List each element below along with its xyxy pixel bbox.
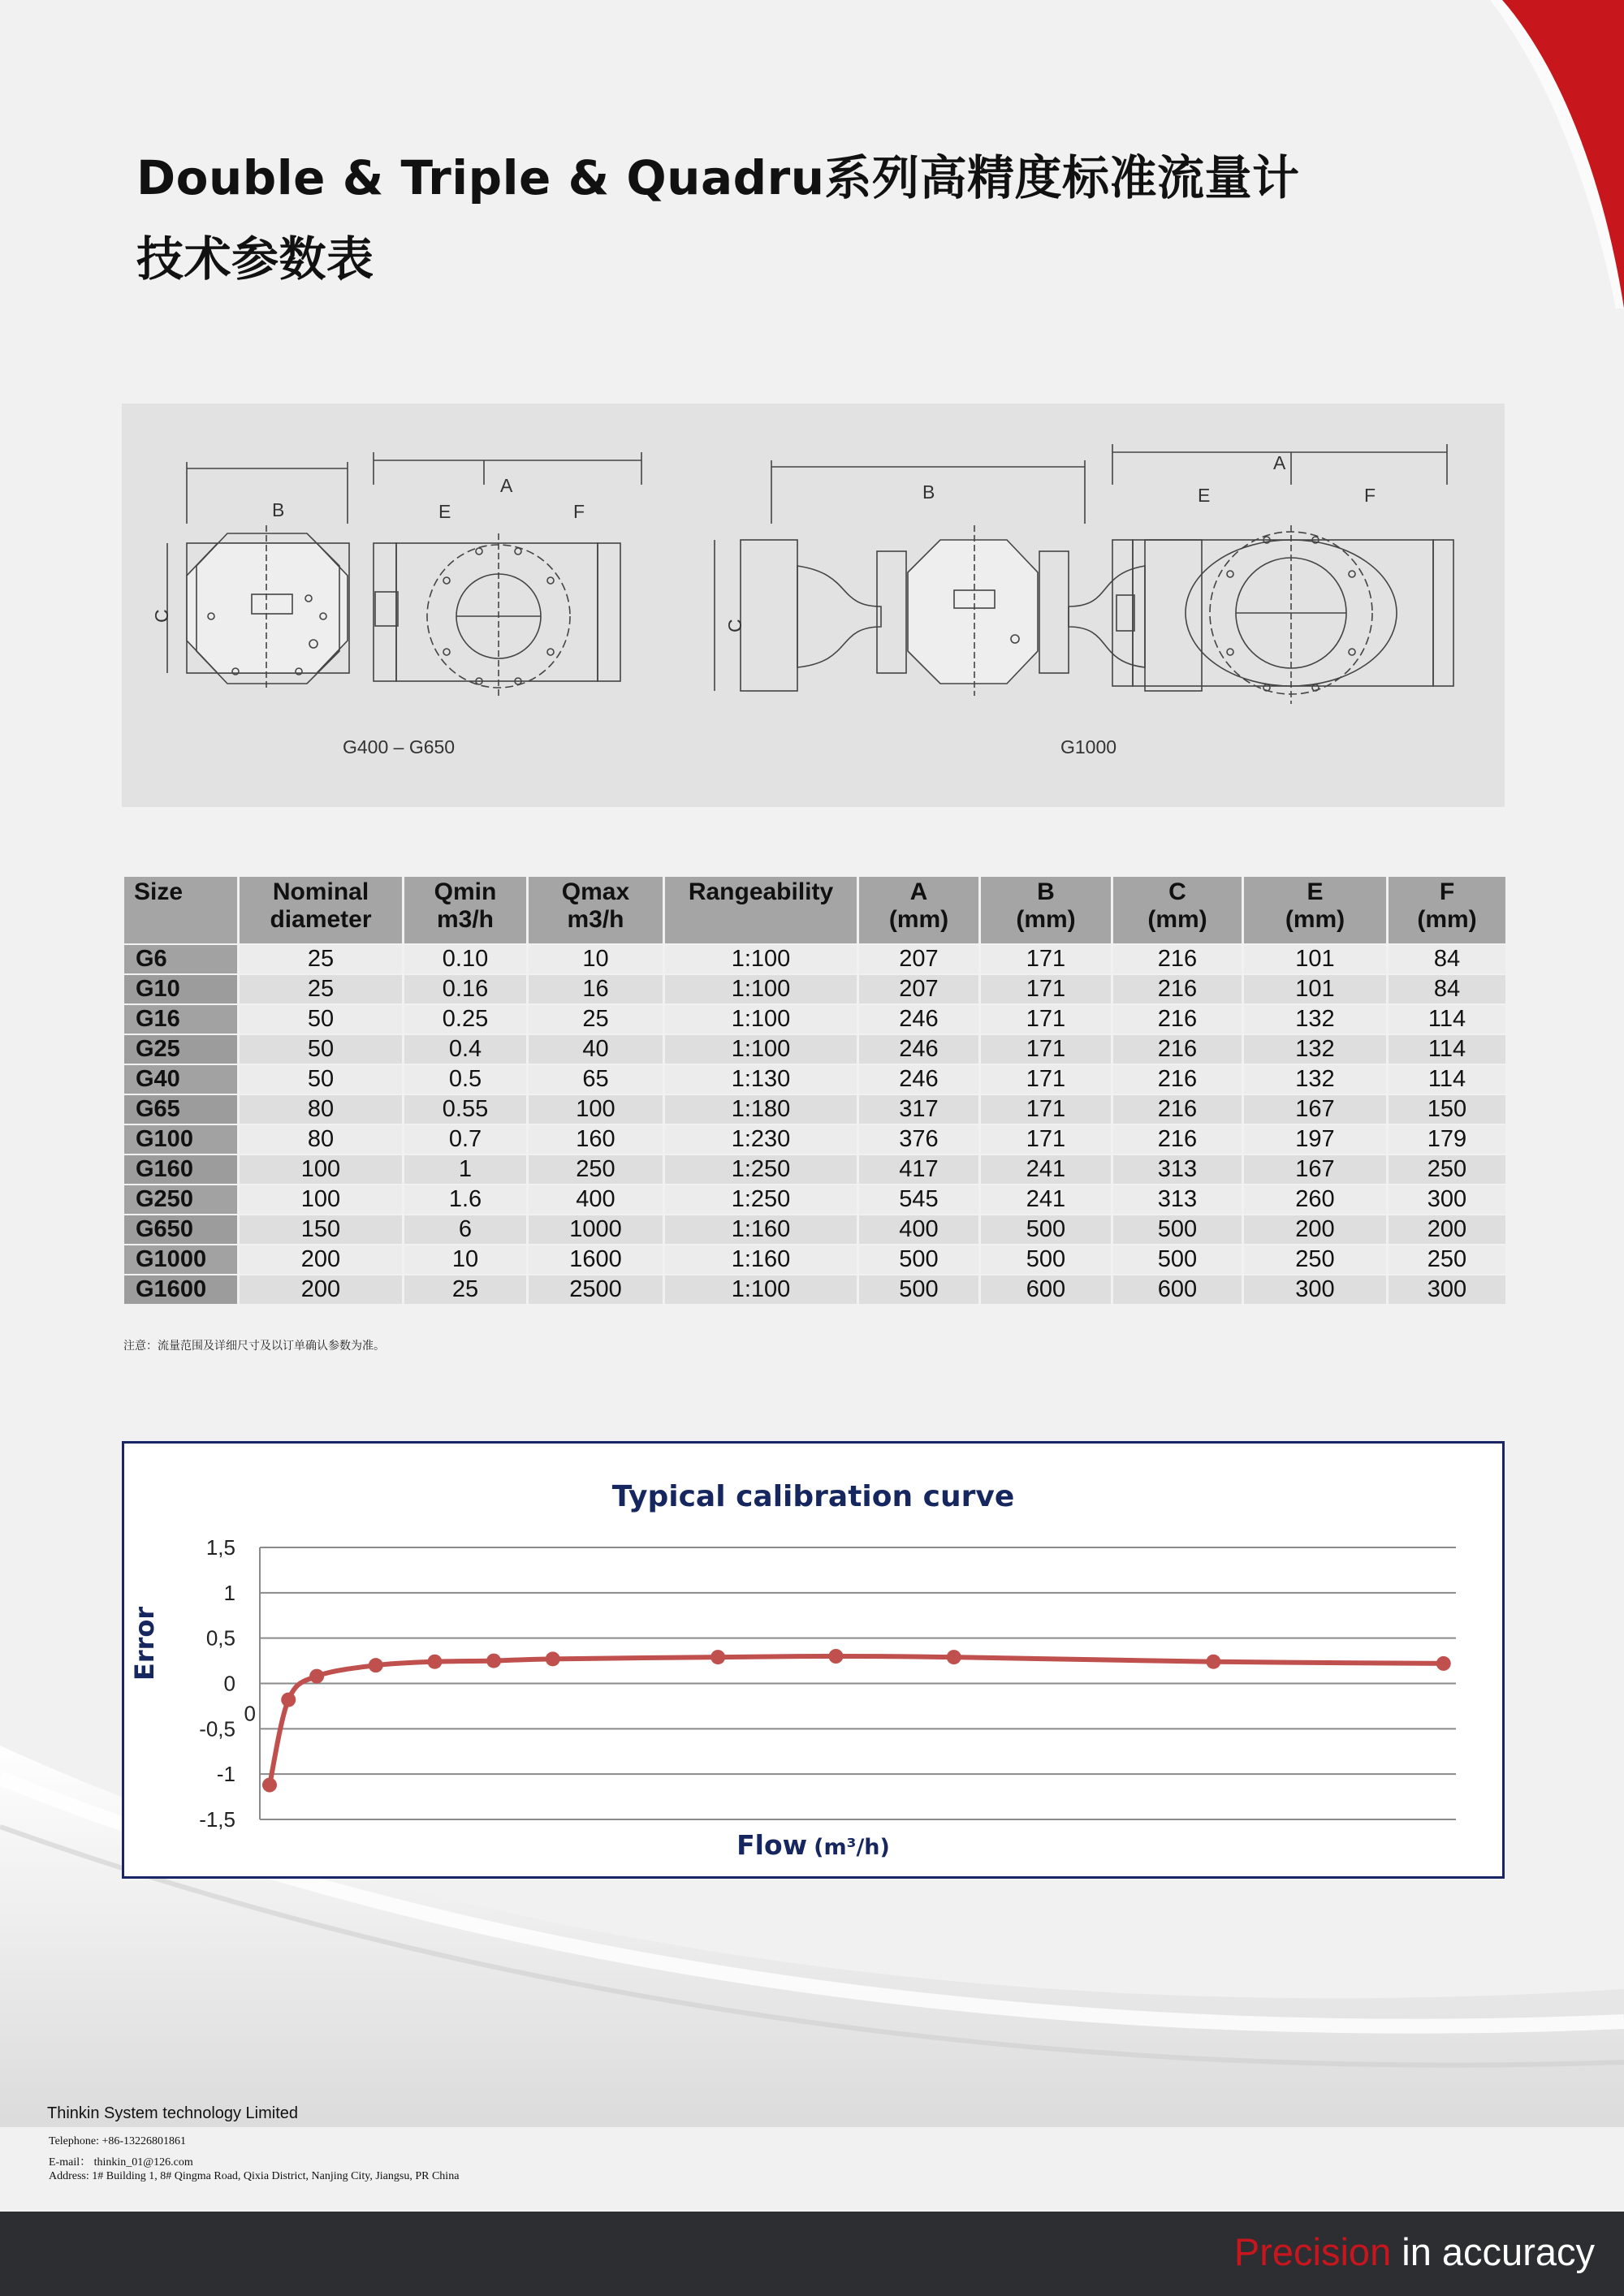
table-cell: 216 [1113,1125,1242,1154]
chart-y-tick-label: 0 [223,1671,235,1696]
table-cell: 400 [859,1215,978,1244]
table-cell: 1:100 [665,1035,857,1064]
table-header-cell [1113,877,1242,943]
table-cell: 0.16 [404,975,526,1003]
table-cell: 0.25 [404,1005,526,1034]
table-cell: 171 [981,1125,1111,1154]
calibration-chart [122,1441,1505,1879]
table-cell: 246 [859,1035,978,1064]
table-row [124,1185,1505,1214]
table-cell: 150 [1389,1095,1505,1124]
table-cell: 241 [981,1185,1111,1214]
drawing-g400-front-view [167,462,349,688]
table-cell: 300 [1389,1185,1505,1214]
table-cell: 500 [859,1245,978,1274]
table-cell: 114 [1389,1035,1505,1064]
table-cell: 1:100 [665,975,857,1003]
contact-telephone: Telephone: +86-13226801861 [49,2135,187,2147]
chart-data-point [947,1650,961,1664]
chart-data-point [828,1649,843,1664]
table-cell: 40 [529,1035,663,1064]
table-note: 注意：流量范围及详细尺寸及以订单确认参数为准。 [123,1339,385,1352]
table-header-row [124,877,1505,943]
table-header-cell [124,877,237,943]
chart-y-axis-label: Error [129,1606,160,1681]
table-cell: 250 [1389,1245,1505,1274]
header-line2: (mm) [1285,906,1345,933]
contact-email: E-mail： thinkin_01@126.com [49,2156,193,2169]
header-line1: Qmin [434,878,497,905]
dim-label-c-right: C [724,619,745,632]
footer-bar [0,2212,1624,2296]
table-cell: 500 [859,1275,978,1304]
table-cell: 171 [981,1035,1111,1064]
table-header-cell [404,877,526,943]
table-cell: 50 [240,1065,402,1094]
table-row [124,1095,1505,1124]
header-line1: Nominal [272,878,369,905]
table-cell: 1600 [529,1245,663,1274]
table-cell: 0.7 [404,1125,526,1154]
header-line2: (mm) [1147,906,1207,933]
table-cell: 200 [1389,1215,1505,1244]
table-row [124,975,1505,1003]
table-cell: 0.4 [404,1035,526,1064]
size-cell: G100 [124,1125,237,1154]
table-cell: 246 [859,1005,978,1034]
table-cell: 25 [240,975,402,1003]
dim-label-f-left: F [573,501,585,522]
table-cell: 167 [1244,1155,1386,1184]
table-cell: 1.6 [404,1185,526,1214]
table-cell: 216 [1113,1095,1242,1124]
table-cell: 100 [529,1095,663,1124]
table-cell: 376 [859,1125,978,1154]
chart-data-point [1206,1655,1220,1669]
chart-x-axis-title: Flow [736,1829,808,1861]
dim-label-f-right: F [1364,485,1376,506]
table-cell: 65 [529,1065,663,1094]
table-cell: 246 [859,1065,978,1094]
table-header-cell [1244,877,1386,943]
table-cell: 1:160 [665,1215,857,1244]
table-cell: 500 [981,1215,1111,1244]
dim-label-b-left: B [272,499,285,520]
drawing-g1000-front-view [715,460,1202,696]
table-cell: 1:180 [665,1095,857,1124]
table-cell: 80 [240,1125,402,1154]
dim-label-e-left: E [438,501,451,522]
dim-label-e-right: E [1198,485,1211,506]
table-cell: 1:130 [665,1065,857,1094]
size-cell: G160 [124,1155,237,1184]
table-header-cell [859,877,978,943]
chart-data-point [486,1654,501,1668]
table-cell: 160 [529,1125,663,1154]
slogan [1234,2229,1595,2274]
table-row [124,945,1505,973]
chart-y-tick-label: -1 [216,1762,235,1787]
table-cell: 250 [1244,1245,1386,1274]
table-cell: 171 [981,945,1111,973]
drawing-g1000-side-view [1112,444,1453,704]
table-header-cell [240,877,402,943]
table-cell: 300 [1389,1275,1505,1304]
table-cell: 400 [529,1185,663,1214]
table-cell: 171 [981,1095,1111,1124]
table-cell: 417 [859,1155,978,1184]
spec-table [122,875,1508,1306]
table-cell: 50 [240,1035,402,1064]
chart-y-tick-label: -0,5 [199,1716,235,1741]
table-cell: 1:250 [665,1185,857,1214]
table-cell: 500 [1113,1245,1242,1274]
technical-drawing-panel [122,404,1505,807]
table-cell: 250 [1389,1155,1505,1184]
table-cell: 216 [1113,945,1242,973]
table-cell: 500 [1113,1215,1242,1244]
dim-label-c-left: C [151,609,172,623]
table-cell: 300 [1244,1275,1386,1304]
table-body [124,945,1505,1304]
header-line2: (mm) [1417,906,1477,933]
table-header-cell [981,877,1111,943]
header-line1: F [1439,878,1455,905]
table-cell: 1000 [529,1215,663,1244]
table-cell: 25 [529,1005,663,1034]
contact-address: Address: 1# Building 1, 8# Qingma Road, Qixia District, Nanjing City, Jiangsu, PR China [49,2170,460,2182]
size-cell: G10 [124,975,237,1003]
chart-y-tick-label: 1 [223,1580,235,1605]
chart-series-line [270,1656,1444,1785]
table-row [124,1275,1505,1304]
table-row [124,1125,1505,1154]
dim-label-b-right: B [922,481,935,503]
size-cell: G40 [124,1065,237,1094]
chart-data-point [546,1651,560,1666]
table-cell: 207 [859,945,978,973]
table-row [124,1065,1505,1094]
table-cell: 600 [1113,1275,1242,1304]
table-cell: 0.55 [404,1095,526,1124]
table-cell: 101 [1244,975,1386,1003]
company-name: Thinkin System technology Limited [47,2104,299,2122]
size-cell: G25 [124,1035,237,1064]
header-line2: diameter [270,906,372,933]
table-row [124,1005,1505,1034]
chart-data-point [710,1650,725,1664]
header-line1: A [909,878,928,905]
chart-plot [124,1444,1502,1876]
size-cell: G650 [124,1215,237,1244]
table-cell: 114 [1389,1005,1505,1034]
header-line2: (mm) [888,906,949,933]
size-cell: G250 [124,1185,237,1214]
table-cell: 80 [240,1095,402,1124]
table-cell: 1:160 [665,1245,857,1274]
table-cell: 101 [1244,945,1386,973]
header-line2: m3/h [567,906,624,933]
table-cell: 1:100 [665,945,857,973]
table-cell: 260 [1244,1185,1386,1214]
size-cell: G1000 [124,1245,237,1274]
table-cell: 0.5 [404,1065,526,1094]
header-line1: Qmax [561,878,630,905]
table-cell: 0.10 [404,945,526,973]
dim-label-a-left: A [500,475,513,496]
table-header-cell [1389,877,1505,943]
page-subtitle: 技术参数表 [136,231,374,287]
chart-y-tick-label: 1,5 [205,1535,235,1560]
table-header-cell [529,877,663,943]
chart-x-axis-unit: (m³/h) [814,1835,890,1860]
chart-y-tick-label: -1,5 [199,1807,235,1832]
dim-label-a-right: A [1273,452,1286,473]
header-line2: m3/h [436,906,495,933]
table-row [124,1215,1505,1244]
table-cell: 500 [981,1245,1111,1274]
header-line1: Size [134,878,184,905]
table-cell: 200 [240,1275,402,1304]
table-cell: 317 [859,1095,978,1124]
table-cell: 114 [1389,1065,1505,1094]
table-cell: 250 [529,1155,663,1184]
drawing-caption-g400-g650: G400 – G650 [343,736,456,757]
table-cell: 100 [240,1155,402,1184]
table-row [124,1035,1505,1064]
table-cell: 150 [240,1215,402,1244]
table-cell: 10 [404,1245,526,1274]
table-cell: 216 [1113,1035,1242,1064]
table-cell: 167 [1244,1095,1386,1124]
table-cell: 313 [1113,1155,1242,1184]
table-cell: 197 [1244,1125,1386,1154]
table-cell: 1:100 [665,1005,857,1034]
chart-data-point [309,1669,324,1684]
table-cell: 545 [859,1185,978,1214]
header-line1: E [1307,878,1324,905]
table-cell: 16 [529,975,663,1003]
table-cell: 84 [1389,945,1505,973]
table-cell: 216 [1113,975,1242,1003]
chart-title: Typical calibration curve [611,1480,1015,1513]
table-cell: 25 [240,945,402,973]
table-cell: 132 [1244,1065,1386,1094]
page-title: Double & Triple & Quadru系列高精度标准流量计 [136,150,1300,205]
table-cell: 216 [1113,1005,1242,1034]
slogan-precision: Precision [1233,2230,1392,2273]
chart-data-point [1436,1656,1451,1671]
table-row [124,1155,1505,1184]
size-cell: G1600 [124,1275,237,1304]
size-cell: G16 [124,1005,237,1034]
chart-x-axis-label [124,1829,1502,1861]
table-cell: 200 [1244,1215,1386,1244]
table-cell: 1:230 [665,1125,857,1154]
table-cell: 171 [981,1005,1111,1034]
table-cell: 1:100 [665,1275,857,1304]
table-cell: 207 [859,975,978,1003]
header-line1: C [1168,878,1186,905]
table-cell: 6 [404,1215,526,1244]
header-line1: Rangeability [688,878,834,905]
table-cell: 313 [1113,1185,1242,1214]
chart-data-point [427,1655,442,1669]
table-cell: 50 [240,1005,402,1034]
table-cell: 216 [1113,1065,1242,1094]
drawing-caption-g1000: G1000 [1060,736,1117,757]
table-cell: 132 [1244,1005,1386,1034]
table-cell: 132 [1244,1035,1386,1064]
technical-drawing [122,404,1505,807]
slogan-in-accuracy: in accuracy [1391,2230,1595,2273]
table-cell: 171 [981,1065,1111,1094]
table-cell: 100 [240,1185,402,1214]
size-cell: G65 [124,1095,237,1124]
table-cell: 2500 [529,1275,663,1304]
chart-y-tick-label: 0,5 [205,1625,235,1651]
table-cell: 200 [240,1245,402,1274]
table-cell: 179 [1389,1125,1505,1154]
chart-data-point [262,1778,277,1793]
header-line1: B [1037,878,1055,905]
chart-data-point [281,1693,296,1707]
table-header-cell [665,877,857,943]
table-cell: 10 [529,945,663,973]
table-cell: 1:250 [665,1155,857,1184]
table-cell: 84 [1389,975,1505,1003]
chart-x-origin-label: 0 [244,1701,256,1726]
table-row [124,1245,1505,1274]
table-cell: 25 [404,1275,526,1304]
table-cell: 600 [981,1275,1111,1304]
table-cell: 241 [981,1155,1111,1184]
table-cell: 171 [981,975,1111,1003]
size-cell: G6 [124,945,237,973]
chart-data-point [369,1658,383,1672]
table-cell: 1 [404,1155,526,1184]
header-line2: (mm) [1016,906,1076,933]
